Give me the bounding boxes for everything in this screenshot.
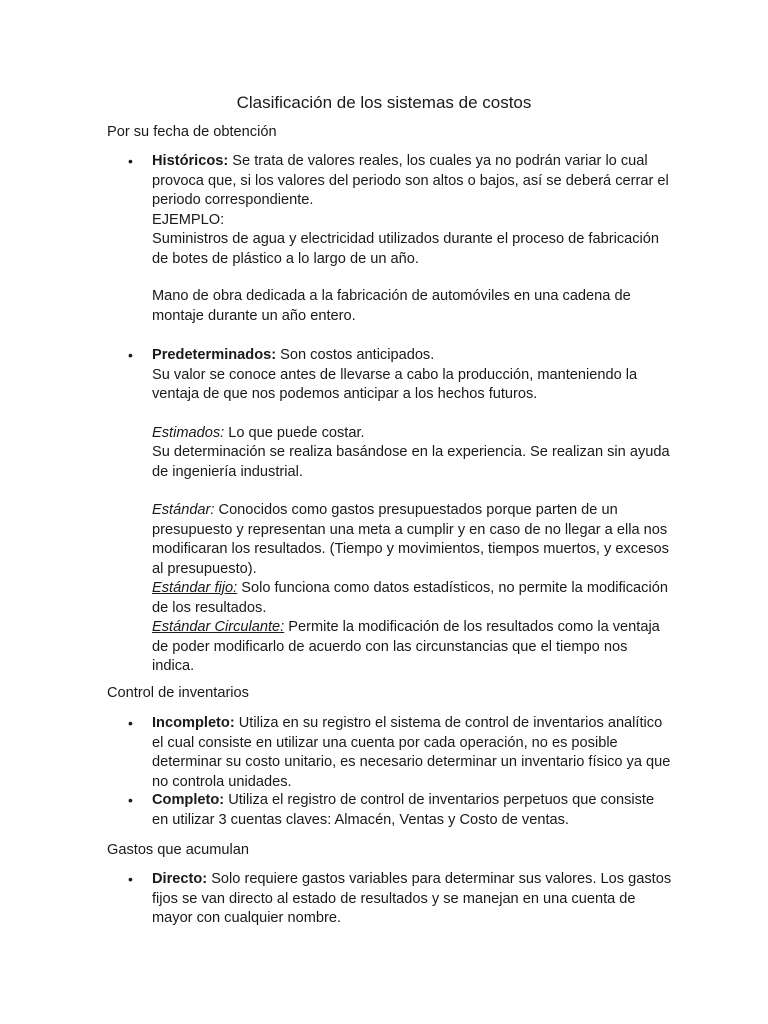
predeterminados-desc: Su valor se conoce antes de llevarse a cabo la producción, manteniendo la ventaja de que nos podemos anticipar a los hechos futuros. [152, 366, 638, 402]
directo-text: Solo requiere gastos variables para determinar sus valores. Los gastos fijos se van directo al estado de resultados y se manejan en una cuenta de mayor con cualquier nombre. [152, 871, 672, 926]
estandar-fijo-paragraph [152, 579, 672, 618]
list-item-incompleto [128, 714, 672, 792]
section-heading-inventarios: Control de inventarios [107, 685, 249, 701]
completo-text: Utiliza el registro de control de inventarios perpetuos que consiste en utilizar 3 cuentas claves: Almacén, Ventas y Costo de ventas. [152, 792, 655, 828]
bullet-icon: • [128, 871, 133, 887]
estandar-circulante-term: Estándar Circulante: [152, 619, 285, 635]
estandar-circulante-text: Permite la modificación de los resultados como la ventaja de poder modificarlo de acuerdo con las circunstancias que el tiempo nos indica. [152, 619, 660, 674]
list-item-completo [128, 791, 672, 830]
historicos-paragraph [152, 152, 672, 211]
bullet-icon: • [128, 153, 133, 169]
predeterminados-text: Son costos anticipados. [276, 347, 435, 363]
estimados-desc: Su determinación se realiza basándose en la experiencia. Se realizan sin ayuda de ingeniería industrial. [152, 444, 670, 480]
list-item-directo [128, 870, 672, 929]
estandar-fijo-text: Solo funciona como datos estadísticos, no permite la modificación de los resultados. [152, 580, 668, 616]
estimados-term: Estimados: [152, 424, 225, 441]
historicos-term: Históricos: [152, 153, 229, 169]
section-heading-gastos: Gastos que acumulan [107, 842, 249, 858]
completo-paragraph [152, 791, 672, 830]
estandar-term: Estándar: [152, 502, 215, 518]
bullet-icon: • [128, 347, 133, 363]
predeterminados-paragraph [152, 346, 672, 366]
predeterminados-term: Predeterminados: [152, 347, 277, 363]
estandar-paragraph [152, 501, 672, 579]
historicos-text: Se trata de valores reales, los cuales ya no podrán variar lo cual provoca que, si los valores del periodo son altos o bajos, así se deberá cerrar el periodo correspondiente. [152, 153, 669, 208]
incompleto-text: Utiliza en su registro el sistema de control de inventarios analítico el cual consiste en utilizar una cuenta por cada operación, no es posible determinar su costo unitario, es necesario determinar un inventario físico ya que no controla unidades. [152, 715, 671, 790]
incompleto-term: Incompleto: [152, 715, 235, 731]
list-item-predeterminados [128, 346, 672, 677]
example-2: Mano de obra dedicada a la fabricación de automóviles en una cadena de montaje durante un año entero. [152, 288, 631, 324]
estandar-circulante-paragraph [152, 618, 672, 677]
directo-paragraph [152, 870, 672, 929]
bullet-icon: • [128, 792, 133, 808]
list-item-historicos [128, 152, 672, 326]
document-title: Clasificación de los sistemas de costos [236, 93, 532, 112]
example-label: EJEMPLO: [152, 211, 225, 228]
estimados-text: Lo que puede costar. [224, 424, 365, 441]
completo-term: Completo: [152, 792, 225, 808]
incompleto-paragraph [152, 714, 672, 792]
estandar-fijo-term: Estándar fijo: [152, 580, 238, 596]
section-heading-fecha: Por su fecha de obtención [107, 124, 277, 140]
example-1: Suministros de agua y electricidad utilizados durante el proceso de fabricación de botes de plástico a lo largo de un año. [152, 231, 660, 267]
directo-term: Directo: [152, 871, 208, 887]
estimados-paragraph [152, 424, 672, 444]
estandar-text: Conocidos como gastos presupuestados porque parten de un presupuesto y representan una meta a cumplir y en caso de no llegar a ella nos modificaran los resultados. (Tiempo y movimientos, tiempos muertos, y excesos al presupuesto). [152, 502, 669, 577]
bullet-icon: • [128, 715, 133, 731]
